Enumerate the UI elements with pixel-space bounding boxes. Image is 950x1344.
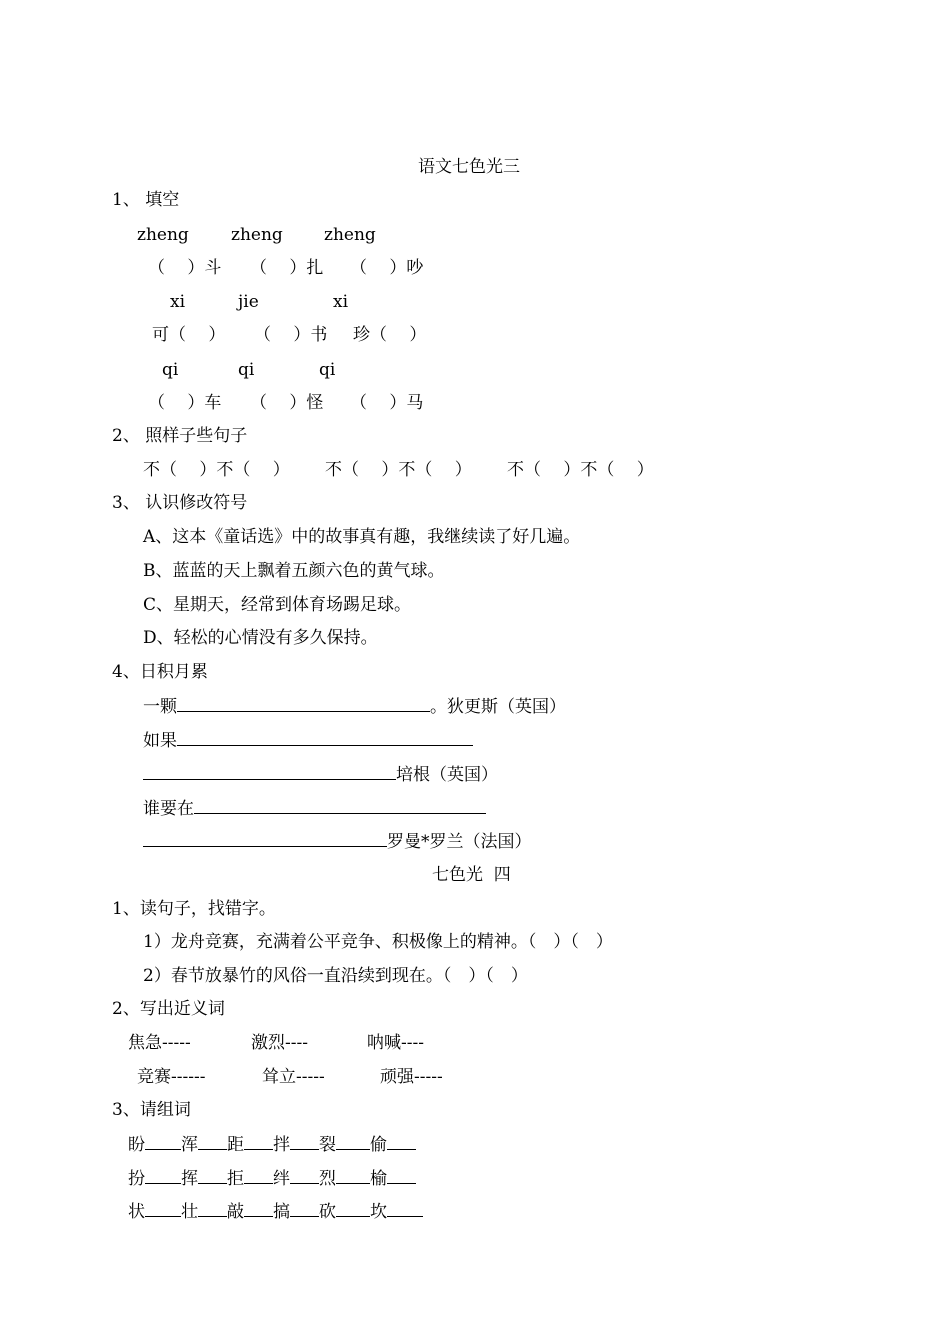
synonym-1c: 呐喊----: [367, 1033, 424, 1053]
sheet1-title: 语文七色光三: [418, 157, 520, 177]
quote-1-author: 。狄更斯（英国）: [430, 697, 566, 717]
answer-blank[interactable]: [145, 1167, 181, 1184]
synonym-2a: 竞赛------: [137, 1067, 206, 1087]
pinyin-3b: qi: [238, 360, 255, 380]
answer-blank[interactable]: [290, 1200, 319, 1217]
answer-blank[interactable]: [387, 1200, 423, 1217]
word-char: 砍: [319, 1202, 336, 1222]
quote-line-2: [143, 729, 473, 752]
q3-item-b: B、蓝蓝的天上飘着五颜六色的黄气球。: [143, 561, 445, 581]
word-char: 坎: [370, 1202, 387, 1222]
word-char: 搞: [273, 1202, 290, 1222]
sheet2-title: 七色光 四: [432, 865, 511, 885]
s2-q1-item-2: 2）春节放暴竹的风俗一直沿续到现在。（ ）（ ）: [143, 966, 528, 986]
pattern-c: 不（ ）不（ ）: [507, 460, 654, 480]
word-char: 状: [128, 1202, 145, 1222]
word-char: 烈: [319, 1169, 336, 1189]
word-char: 浑: [181, 1135, 198, 1155]
answer-blank[interactable]: [387, 1167, 416, 1184]
quote-3-author: 培根（英国）: [396, 765, 498, 785]
q2-heading: 2、 照样子些句子: [112, 426, 248, 446]
synonym-1b: 激烈----: [251, 1033, 308, 1053]
answer-blank[interactable]: [194, 797, 486, 814]
pinyin-3a: qi: [162, 360, 179, 380]
answer-blank[interactable]: [177, 695, 430, 712]
blank-1b: （ ）扎: [250, 258, 324, 278]
answer-blank[interactable]: [143, 830, 387, 847]
pattern-b: 不（ ）不（ ）: [325, 460, 472, 480]
word-char: 距: [227, 1135, 244, 1155]
word-char: 盼: [128, 1135, 145, 1155]
word-char: 壮: [181, 1202, 198, 1222]
answer-blank[interactable]: [177, 729, 473, 746]
q3-item-c: C、星期天，经常到体育场踢足球。: [143, 595, 412, 615]
answer-blank[interactable]: [244, 1133, 273, 1150]
q3-item-d: D、轻松的心情没有多久保持。: [143, 628, 378, 648]
blank-1a: （ ）斗: [148, 258, 222, 278]
quote-line-3: [143, 763, 498, 786]
s2-q2-heading: 2、写出近义词: [112, 999, 225, 1019]
s2-q1-item-1: 1）龙舟竞赛，充满着公平竞争、积极像上的精神。（ ）（ ）: [143, 932, 613, 952]
answer-blank[interactable]: [198, 1200, 227, 1217]
q3-heading: 3、 认识修改符号: [112, 493, 248, 513]
answer-blank[interactable]: [145, 1133, 181, 1150]
pinyin-2a: xi: [170, 292, 186, 312]
blank-2b: （ ）书: [254, 325, 328, 345]
answer-blank[interactable]: [290, 1133, 319, 1150]
quote-4-prefix: 谁要在: [143, 799, 194, 819]
blank-2c: 珍（ ）: [353, 325, 427, 345]
word-char: 拒: [227, 1169, 244, 1189]
pinyin-2c: xi: [333, 292, 349, 312]
synonym-1a: 焦急-----: [128, 1033, 191, 1053]
quote-1-prefix: 一颗: [143, 697, 177, 717]
word-char: 裂: [319, 1135, 336, 1155]
answer-blank[interactable]: [336, 1133, 370, 1150]
answer-blank[interactable]: [198, 1167, 227, 1184]
s2-q1-heading: 1、读句子，找错字。: [112, 899, 276, 919]
pinyin-2b: jie: [238, 292, 259, 312]
blank-2a: 可（ ）: [152, 325, 226, 345]
pinyin-1a: zheng: [137, 225, 189, 245]
q1-heading: 1、 填空: [112, 190, 180, 210]
blank-3a: （ ）车: [148, 393, 222, 413]
word-char: 偷: [370, 1135, 387, 1155]
answer-blank[interactable]: [387, 1133, 416, 1150]
word-row-1: [128, 1133, 416, 1156]
answer-blank[interactable]: [244, 1200, 273, 1217]
answer-blank[interactable]: [290, 1167, 319, 1184]
quote-line-5: [143, 830, 532, 853]
answer-blank[interactable]: [244, 1167, 273, 1184]
answer-blank[interactable]: [198, 1133, 227, 1150]
answer-blank[interactable]: [336, 1167, 370, 1184]
quote-line-1: [143, 695, 566, 718]
word-char: 敲: [227, 1202, 244, 1222]
word-char: 扮: [128, 1169, 145, 1189]
pattern-a: 不（ ）不（ ）: [143, 460, 290, 480]
quote-2-prefix: 如果: [143, 731, 177, 751]
word-char: 榆: [370, 1169, 387, 1189]
word-char: 绊: [273, 1169, 290, 1189]
blank-1c: （ ）吵: [350, 258, 424, 278]
word-char: 拌: [273, 1135, 290, 1155]
pinyin-1b: zheng: [231, 225, 283, 245]
word-char: 挥: [181, 1169, 198, 1189]
pinyin-1c: zheng: [324, 225, 376, 245]
blank-3c: （ ）马: [350, 393, 424, 413]
q4-heading: 4、日积月累: [112, 662, 208, 682]
pinyin-3c: qi: [319, 360, 336, 380]
word-row-2: [128, 1167, 416, 1190]
q3-item-a: A、这本《童话选》中的故事真有趣，我继续读了好几遍。: [143, 527, 581, 547]
answer-blank[interactable]: [336, 1200, 370, 1217]
synonym-2b: 耸立-----: [262, 1067, 325, 1087]
s2-q3-heading: 3、请组词: [112, 1100, 191, 1120]
answer-blank[interactable]: [143, 763, 396, 780]
answer-blank[interactable]: [145, 1200, 181, 1217]
synonym-2c: 顽强-----: [380, 1067, 443, 1087]
word-row-3: [128, 1200, 423, 1223]
quote-line-4: [143, 797, 486, 820]
quote-5-author: 罗曼*罗兰（法国）: [387, 832, 532, 852]
blank-3b: （ ）怪: [250, 393, 324, 413]
